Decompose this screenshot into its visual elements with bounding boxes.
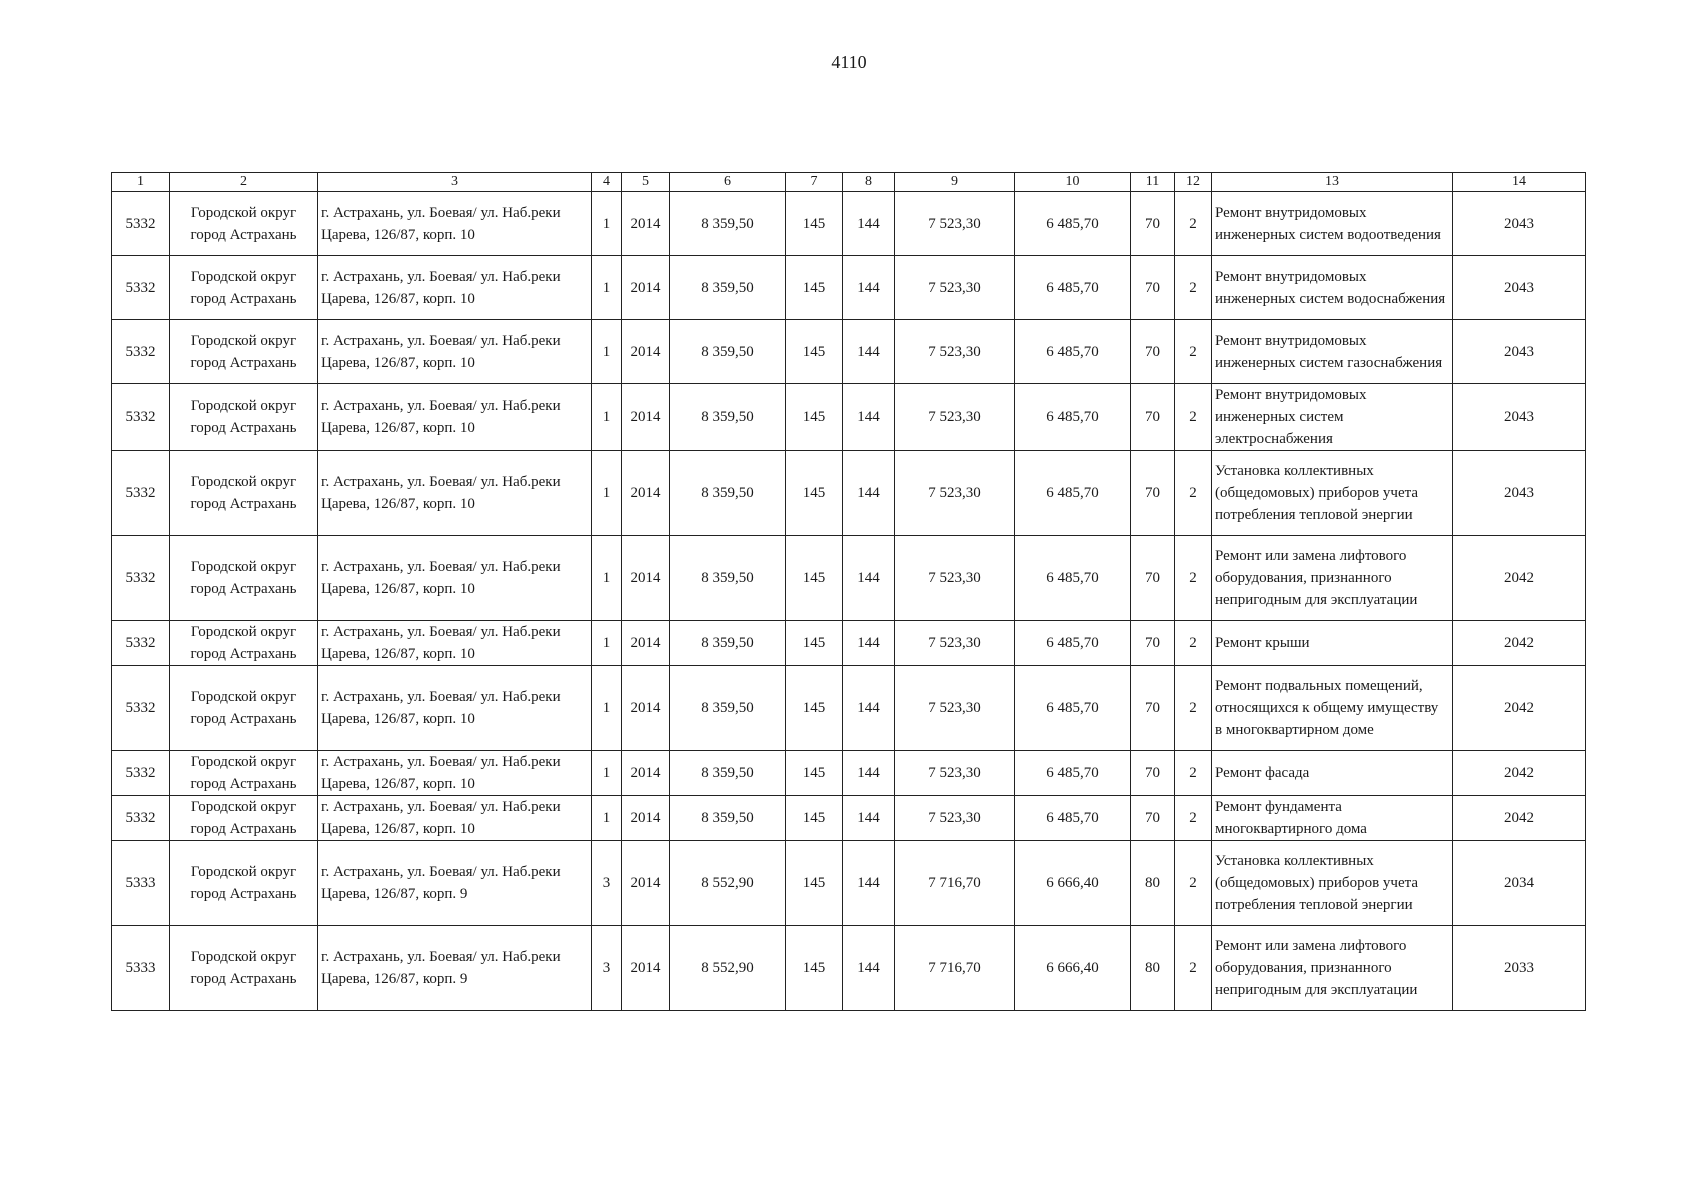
- municipality-cell: Городской округ город Астрахань: [170, 796, 318, 841]
- table-row: [112, 536, 1586, 621]
- col6-cell: 8 359,50: [670, 320, 786, 384]
- col4-cell: 3: [592, 926, 622, 1011]
- municipality-cell: Городской округ город Астрахань: [170, 192, 318, 256]
- address-cell: г. Астрахань, ул. Боевая/ ул. Наб.реки Царева, 126/87, корп. 10: [318, 451, 592, 536]
- col14-cell: 2042: [1453, 666, 1586, 751]
- year-cell: 2014: [622, 751, 670, 796]
- col6-cell: 8 359,50: [670, 384, 786, 451]
- table-row: [112, 841, 1586, 926]
- col6-cell: 8 552,90: [670, 926, 786, 1011]
- record-id-cell: 5332: [112, 384, 170, 451]
- col11-cell: 70: [1131, 384, 1175, 451]
- col10-cell: 6 485,70: [1015, 751, 1131, 796]
- column-number: 1: [112, 173, 170, 192]
- col12-cell: 2: [1175, 256, 1212, 320]
- year-cell: 2014: [622, 451, 670, 536]
- column-number: 4: [592, 173, 622, 192]
- col9-cell: 7 523,30: [895, 751, 1015, 796]
- municipality-cell: Городской округ город Астрахань: [170, 841, 318, 926]
- column-number: 13: [1212, 173, 1453, 192]
- year-cell: 2014: [622, 320, 670, 384]
- col14-cell: 2043: [1453, 320, 1586, 384]
- municipality-cell: Городской округ город Астрахань: [170, 666, 318, 751]
- col4-cell: 1: [592, 384, 622, 451]
- column-number: 8: [843, 173, 895, 192]
- col8-cell: 144: [843, 192, 895, 256]
- col8-cell: 144: [843, 751, 895, 796]
- year-cell: 2014: [622, 621, 670, 666]
- col4-cell: 1: [592, 796, 622, 841]
- col8-cell: 144: [843, 621, 895, 666]
- col9-cell: 7 523,30: [895, 666, 1015, 751]
- col12-cell: 2: [1175, 384, 1212, 451]
- column-number: 9: [895, 173, 1015, 192]
- work-type-cell: Установка коллективных (общедомовых) приборов учета потребления тепловой энергии: [1212, 841, 1453, 926]
- col11-cell: 70: [1131, 751, 1175, 796]
- year-cell: 2014: [622, 536, 670, 621]
- col12-cell: 2: [1175, 666, 1212, 751]
- col14-cell: 2042: [1453, 536, 1586, 621]
- col7-cell: 145: [786, 621, 843, 666]
- work-type-cell: Ремонт фундамента многоквартирного дома: [1212, 796, 1453, 841]
- col7-cell: 145: [786, 256, 843, 320]
- col8-cell: 144: [843, 666, 895, 751]
- work-type-cell: Ремонт или замена лифтового оборудования, признанного непригодным для эксплуатации: [1212, 536, 1453, 621]
- col14-cell: 2043: [1453, 384, 1586, 451]
- col10-cell: 6 666,40: [1015, 841, 1131, 926]
- col4-cell: 1: [592, 192, 622, 256]
- record-id-cell: 5332: [112, 320, 170, 384]
- work-type-cell: Ремонт внутридомовых инженерных систем газоснабжения: [1212, 320, 1453, 384]
- col8-cell: 144: [843, 451, 895, 536]
- year-cell: 2014: [622, 666, 670, 751]
- col11-cell: 70: [1131, 451, 1175, 536]
- municipality-cell: Городской округ город Астрахань: [170, 256, 318, 320]
- col10-cell: 6 485,70: [1015, 384, 1131, 451]
- address-cell: г. Астрахань, ул. Боевая/ ул. Наб.реки Царева, 126/87, корп. 10: [318, 320, 592, 384]
- column-number: 12: [1175, 173, 1212, 192]
- col10-cell: 6 485,70: [1015, 796, 1131, 841]
- col12-cell: 2: [1175, 796, 1212, 841]
- column-number: 6: [670, 173, 786, 192]
- col4-cell: 3: [592, 841, 622, 926]
- col4-cell: 1: [592, 751, 622, 796]
- col7-cell: 145: [786, 320, 843, 384]
- col14-cell: 2042: [1453, 621, 1586, 666]
- col10-cell: 6 666,40: [1015, 926, 1131, 1011]
- col8-cell: 144: [843, 796, 895, 841]
- column-number: 7: [786, 173, 843, 192]
- col4-cell: 1: [592, 536, 622, 621]
- col12-cell: 2: [1175, 751, 1212, 796]
- table-row: [112, 751, 1586, 796]
- column-number: 3: [318, 173, 592, 192]
- col8-cell: 144: [843, 320, 895, 384]
- address-cell: г. Астрахань, ул. Боевая/ ул. Наб.реки Царева, 126/87, корп. 10: [318, 666, 592, 751]
- col9-cell: 7 716,70: [895, 926, 1015, 1011]
- record-id-cell: 5332: [112, 796, 170, 841]
- address-cell: г. Астрахань, ул. Боевая/ ул. Наб.реки Царева, 126/87, корп. 10: [318, 536, 592, 621]
- col8-cell: 144: [843, 841, 895, 926]
- col9-cell: 7 523,30: [895, 621, 1015, 666]
- col7-cell: 145: [786, 536, 843, 621]
- work-type-cell: Ремонт крыши: [1212, 621, 1453, 666]
- work-type-cell: Ремонт внутридомовых инженерных систем водоснабжения: [1212, 256, 1453, 320]
- col7-cell: 145: [786, 751, 843, 796]
- address-cell: г. Астрахань, ул. Боевая/ ул. Наб.реки Царева, 126/87, корп. 9: [318, 926, 592, 1011]
- col4-cell: 1: [592, 666, 622, 751]
- municipality-cell: Городской округ город Астрахань: [170, 320, 318, 384]
- col11-cell: 80: [1131, 841, 1175, 926]
- address-cell: г. Астрахань, ул. Боевая/ ул. Наб.реки Царева, 126/87, корп. 10: [318, 256, 592, 320]
- col10-cell: 6 485,70: [1015, 666, 1131, 751]
- col11-cell: 70: [1131, 536, 1175, 621]
- record-id-cell: 5333: [112, 926, 170, 1011]
- address-cell: г. Астрахань, ул. Боевая/ ул. Наб.реки Царева, 126/87, корп. 10: [318, 796, 592, 841]
- address-cell: г. Астрахань, ул. Боевая/ ул. Наб.реки Царева, 126/87, корп. 10: [318, 621, 592, 666]
- table-row: [112, 192, 1586, 256]
- record-id-cell: 5332: [112, 751, 170, 796]
- col6-cell: 8 359,50: [670, 536, 786, 621]
- col12-cell: 2: [1175, 192, 1212, 256]
- col12-cell: 2: [1175, 536, 1212, 621]
- col11-cell: 70: [1131, 621, 1175, 666]
- municipality-cell: Городской округ город Астрахань: [170, 384, 318, 451]
- col6-cell: 8 359,50: [670, 666, 786, 751]
- register-table: [111, 172, 1586, 1011]
- col7-cell: 145: [786, 926, 843, 1011]
- col14-cell: 2042: [1453, 751, 1586, 796]
- col14-cell: 2042: [1453, 796, 1586, 841]
- year-cell: 2014: [622, 796, 670, 841]
- col6-cell: 8 359,50: [670, 256, 786, 320]
- table-row: [112, 320, 1586, 384]
- year-cell: 2014: [622, 256, 670, 320]
- table-row: [112, 621, 1586, 666]
- col10-cell: 6 485,70: [1015, 192, 1131, 256]
- col12-cell: 2: [1175, 926, 1212, 1011]
- col9-cell: 7 523,30: [895, 256, 1015, 320]
- col14-cell: 2043: [1453, 256, 1586, 320]
- col6-cell: 8 359,50: [670, 192, 786, 256]
- record-id-cell: 5332: [112, 451, 170, 536]
- col8-cell: 144: [843, 384, 895, 451]
- col6-cell: 8 359,50: [670, 796, 786, 841]
- table-row: [112, 926, 1586, 1011]
- col7-cell: 145: [786, 666, 843, 751]
- col10-cell: 6 485,70: [1015, 451, 1131, 536]
- record-id-cell: 5332: [112, 256, 170, 320]
- col11-cell: 70: [1131, 666, 1175, 751]
- col11-cell: 70: [1131, 192, 1175, 256]
- table-row: [112, 384, 1586, 451]
- col6-cell: 8 359,50: [670, 621, 786, 666]
- col11-cell: 70: [1131, 796, 1175, 841]
- address-cell: г. Астрахань, ул. Боевая/ ул. Наб.реки Царева, 126/87, корп. 10: [318, 192, 592, 256]
- municipality-cell: Городской округ город Астрахань: [170, 621, 318, 666]
- col14-cell: 2043: [1453, 451, 1586, 536]
- work-type-cell: Ремонт внутридомовых инженерных систем водоотведения: [1212, 192, 1453, 256]
- col14-cell: 2033: [1453, 926, 1586, 1011]
- municipality-cell: Городской округ город Астрахань: [170, 751, 318, 796]
- address-cell: г. Астрахань, ул. Боевая/ ул. Наб.реки Царева, 126/87, корп. 10: [318, 751, 592, 796]
- col9-cell: 7 523,30: [895, 320, 1015, 384]
- col7-cell: 145: [786, 451, 843, 536]
- col6-cell: 8 359,50: [670, 751, 786, 796]
- work-type-cell: Установка коллективных (общедомовых) приборов учета потребления тепловой энергии: [1212, 451, 1453, 536]
- col7-cell: 145: [786, 796, 843, 841]
- address-cell: г. Астрахань, ул. Боевая/ ул. Наб.реки Царева, 126/87, корп. 10: [318, 384, 592, 451]
- col4-cell: 1: [592, 621, 622, 666]
- column-number: 10: [1015, 173, 1131, 192]
- work-type-cell: Ремонт фасада: [1212, 751, 1453, 796]
- col7-cell: 145: [786, 192, 843, 256]
- col14-cell: 2034: [1453, 841, 1586, 926]
- municipality-cell: Городской округ город Астрахань: [170, 536, 318, 621]
- col12-cell: 2: [1175, 841, 1212, 926]
- col9-cell: 7 523,30: [895, 796, 1015, 841]
- table-row: [112, 666, 1586, 751]
- col7-cell: 145: [786, 841, 843, 926]
- table-row: [112, 796, 1586, 841]
- municipality-cell: Городской округ город Астрахань: [170, 451, 318, 536]
- col9-cell: 7 523,30: [895, 192, 1015, 256]
- col9-cell: 7 523,30: [895, 536, 1015, 621]
- col4-cell: 1: [592, 256, 622, 320]
- year-cell: 2014: [622, 384, 670, 451]
- address-cell: г. Астрахань, ул. Боевая/ ул. Наб.реки Царева, 126/87, корп. 9: [318, 841, 592, 926]
- column-number-row: [112, 173, 1586, 192]
- record-id-cell: 5332: [112, 192, 170, 256]
- col9-cell: 7 716,70: [895, 841, 1015, 926]
- year-cell: 2014: [622, 841, 670, 926]
- table-row: [112, 451, 1586, 536]
- col8-cell: 144: [843, 536, 895, 621]
- column-number: 11: [1131, 173, 1175, 192]
- col4-cell: 1: [592, 320, 622, 384]
- record-id-cell: 5332: [112, 666, 170, 751]
- col9-cell: 7 523,30: [895, 384, 1015, 451]
- col12-cell: 2: [1175, 320, 1212, 384]
- col10-cell: 6 485,70: [1015, 621, 1131, 666]
- column-number: 5: [622, 173, 670, 192]
- col6-cell: 8 552,90: [670, 841, 786, 926]
- col6-cell: 8 359,50: [670, 451, 786, 536]
- work-type-cell: Ремонт подвальных помещений, относящихся к общему имуществу в многоквартирном доме: [1212, 666, 1453, 751]
- col8-cell: 144: [843, 926, 895, 1011]
- col11-cell: 80: [1131, 926, 1175, 1011]
- col10-cell: 6 485,70: [1015, 256, 1131, 320]
- col8-cell: 144: [843, 256, 895, 320]
- col10-cell: 6 485,70: [1015, 536, 1131, 621]
- record-id-cell: 5332: [112, 536, 170, 621]
- col10-cell: 6 485,70: [1015, 320, 1131, 384]
- col12-cell: 2: [1175, 451, 1212, 536]
- col11-cell: 70: [1131, 256, 1175, 320]
- work-type-cell: Ремонт или замена лифтового оборудования, признанного непригодным для эксплуатации: [1212, 926, 1453, 1011]
- work-type-cell: Ремонт внутридомовых инженерных систем электроснабжения: [1212, 384, 1453, 451]
- column-number: 14: [1453, 173, 1586, 192]
- column-number: 2: [170, 173, 318, 192]
- col9-cell: 7 523,30: [895, 451, 1015, 536]
- record-id-cell: 5333: [112, 841, 170, 926]
- year-cell: 2014: [622, 926, 670, 1011]
- record-id-cell: 5332: [112, 621, 170, 666]
- col11-cell: 70: [1131, 320, 1175, 384]
- municipality-cell: Городской округ город Астрахань: [170, 926, 318, 1011]
- col7-cell: 145: [786, 384, 843, 451]
- year-cell: 2014: [622, 192, 670, 256]
- page-number: 4110: [831, 52, 867, 72]
- col4-cell: 1: [592, 451, 622, 536]
- col14-cell: 2043: [1453, 192, 1586, 256]
- col12-cell: 2: [1175, 621, 1212, 666]
- table-row: [112, 256, 1586, 320]
